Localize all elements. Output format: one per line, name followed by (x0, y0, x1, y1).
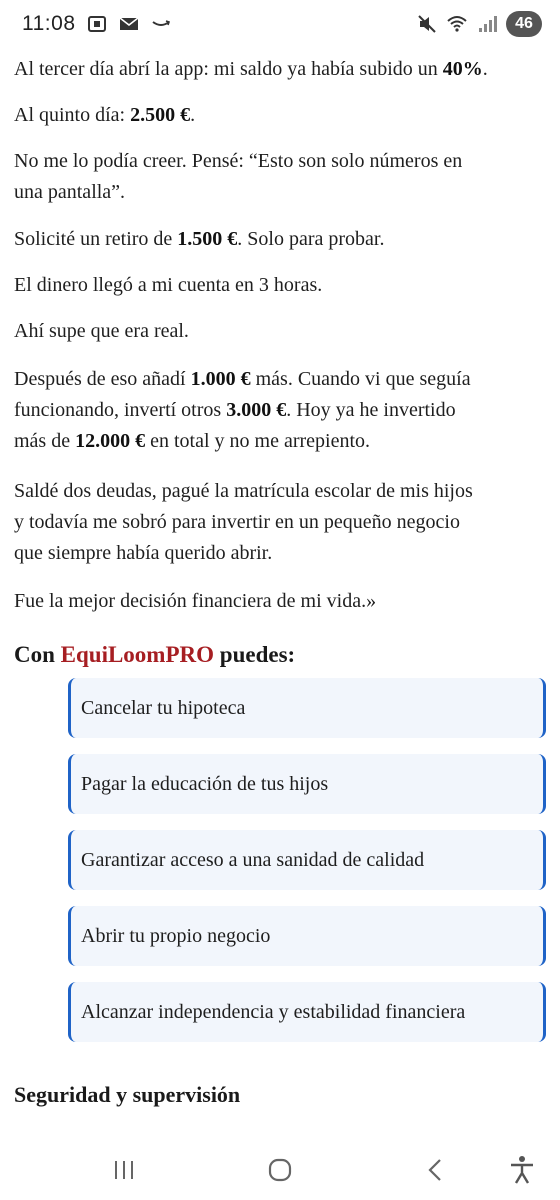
benefit-item-healthcare: Garantizar acceso a una sanidad de calidad (68, 830, 546, 890)
amazon-icon (150, 13, 172, 35)
paragraph-real: Ahí supe que era real. (14, 320, 189, 342)
mute-icon (416, 13, 438, 35)
paragraph-money-arrived: El dinero llegó a mi cuenta en 3 horas. (14, 274, 323, 296)
signal-icon (476, 13, 498, 35)
benefit-item-mortgage: Cancelar tu hipoteca (68, 678, 546, 738)
benefit-item-education: Pagar la educación de tus hijos (68, 754, 546, 814)
benefit-item-independence: Alcanzar independencia y estabilidad financiera (68, 982, 546, 1042)
recent-apps-button[interactable] (102, 1148, 146, 1192)
paragraph-day-five: Al quinto día: 2.500 €. (14, 104, 196, 126)
wifi-icon (446, 13, 468, 35)
mail-icon (118, 13, 140, 35)
home-icon (266, 1156, 294, 1184)
benefits-list (68, 678, 546, 1058)
paragraph-disbelief: No me lo podía creer. Pensé: “Esto son solo números en una pantalla”. (14, 150, 463, 203)
security-heading: Seguridad y supervisión (14, 1082, 241, 1107)
brand-name: EquiLoomPRO (60, 642, 215, 667)
paragraph-more-investment: Después de eso añadí 1.000 € más. Cuando vi que seguía funcionando, invertí otros 3.000 €. Hoy ya he invertido más de 12.000 € en total y no me arrepiento. (14, 368, 471, 452)
recent-apps-icon (111, 1158, 137, 1182)
accessibility-button[interactable] (500, 1148, 544, 1192)
status-bar (0, 0, 560, 48)
paragraph-withdrawal: Solicité un retiro de 1.500 €. Solo para probar. (14, 228, 385, 250)
navigation-bar (0, 1140, 560, 1200)
paragraph-debts: Saldé dos deudas, pagué la matrícula escolar de mis hijos y todavía me sobró para invertir en un pequeño negocio que siempre había querido abrir. (14, 480, 473, 564)
accessibility-icon (508, 1155, 536, 1185)
back-button[interactable] (414, 1148, 458, 1192)
status-time: 11:08 (22, 12, 76, 35)
battery-indicator: 46 (506, 11, 542, 37)
paragraph-day-three: Al tercer día abrí la app: mi saldo ya había subido un 40%. (14, 58, 488, 80)
back-icon (424, 1157, 448, 1183)
benefits-heading: Con EquiLoomPRO puedes: (14, 642, 296, 667)
home-button[interactable] (258, 1148, 302, 1192)
paragraph-best-decision: Fue la mejor decisión financiera de mi vida.» (14, 590, 377, 612)
benefit-item-business: Abrir tu propio negocio (68, 906, 546, 966)
screenshot-icon (86, 13, 108, 35)
